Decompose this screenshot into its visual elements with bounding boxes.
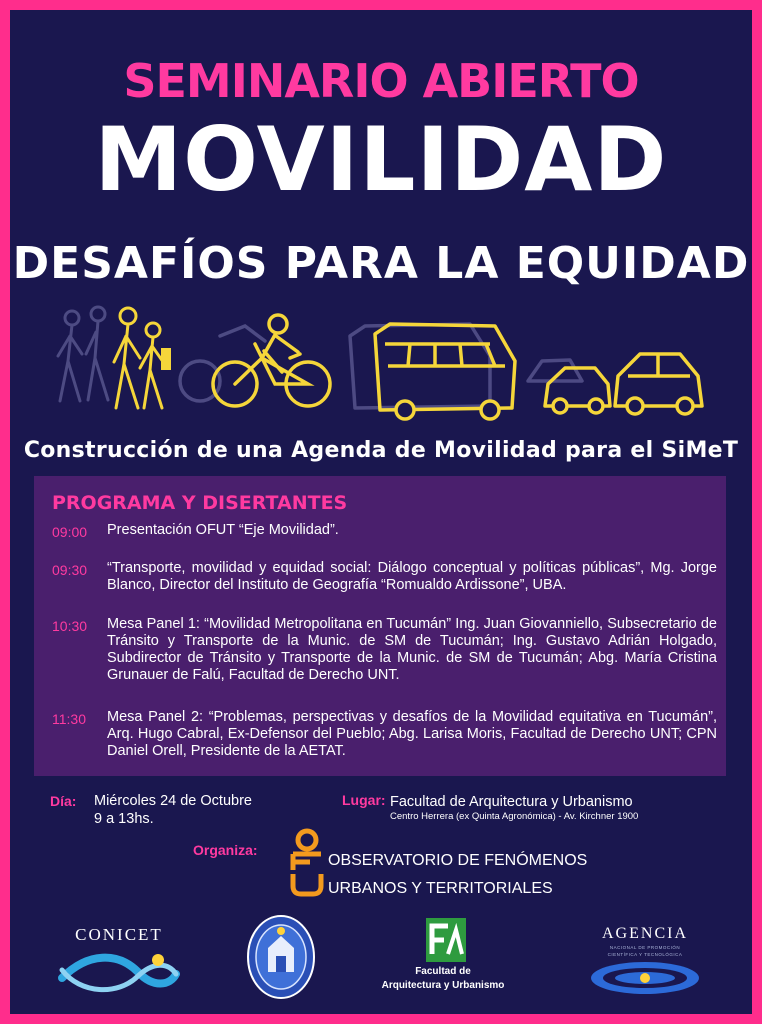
agencia-logo [588, 958, 702, 998]
tagline: DESAFÍOS PARA LA EQUIDAD [12, 238, 750, 289]
program-text: Mesa Panel 2: “Problemas, perspectivas y desafíos de la Movilidad equitativa en Tucumán”, Arq. Hugo Cabral, Ex-Defensor del Pueblo; Abg. Larisa Moris, Facultad de Derecho UNT; CPN Daniel Orell, Presidente de la AETAT. [107, 709, 717, 759]
bus-icon [350, 324, 515, 419]
hora-value: 9 a 13hs. [94, 811, 154, 827]
program-time: 09:30 [52, 562, 88, 578]
program-text: Presentación OFUT “Eje Movilidad”. [107, 522, 339, 538]
program-time: 09:00 [52, 524, 88, 540]
mobility-illustration [50, 296, 720, 426]
agencia-subtitle-line1: NACIONAL DE PROMOCIÓN [609, 945, 681, 950]
lugar-label: Lugar: [342, 792, 386, 808]
pedestrian-icon [58, 307, 171, 408]
ofut-name-line2: URBANOS Y TERRITORIALES [328, 880, 553, 897]
dia-value: Miércoles 24 de Octubre [94, 793, 252, 809]
fau-logo [426, 918, 466, 962]
cyclist-icon [180, 315, 330, 406]
program-time: 10:30 [52, 618, 88, 634]
program-time: 11:30 [52, 711, 86, 727]
program-box [34, 476, 726, 776]
ofut-logo [288, 828, 326, 900]
conicet-logo [58, 950, 180, 996]
fau-caption-line1: Facultad de [415, 966, 471, 977]
poster [10, 10, 752, 1014]
lugar-value: Facultad de Arquitectura y Urbanismo [390, 794, 633, 810]
program-text: “Transporte, movilidad y equidad social: Diálogo conceptual y políticas públicas”, Mg. Jorge Blanco, Director del Instituto de Geografía “Romualdo Ardissone”, UBA. [107, 560, 717, 593]
main-title: MOVILIDAD [94, 108, 668, 211]
lugar-address: Centro Herrera (ex Quinta Agronómica) - Av. Kirchner 1900 [390, 811, 639, 822]
cars-icon [528, 354, 702, 414]
dia-label: Día: [50, 793, 77, 809]
organiza-label: Organiza: [193, 842, 258, 858]
ofut-name-line1: OBSERVATORIO DE FENÓMENOS [328, 852, 588, 869]
unt-seal-logo [246, 914, 316, 1000]
seminar-label: SEMINARIO ABIERTO [123, 54, 639, 108]
program-text: Mesa Panel 1: “Movilidad Metropolitana en Tucumán” Ing. Juan Giovanniello, Subsecretario de Tránsito y Transporte de la Munic. de SM de Tucumán; Ing. Gustavo Adrián Holgado, Subdirector de Tránsito y Transporte de la Munic. de SM de Tucumán; Abg. María Cristina Grunauer de Falú, Facultad de Derecho UNT. [107, 616, 717, 683]
program-title: PROGRAMA Y DISERTANTES [52, 492, 348, 514]
subtitle: Construcción de una Agenda de Movilidad para el SiMeT [23, 438, 739, 463]
fau-caption-line2: Arquitectura y Urbanismo [381, 980, 505, 991]
conicet-wordmark: CONICET [75, 925, 163, 944]
agencia-wordmark: AGENCIA [602, 925, 688, 942]
agencia-subtitle-line2: CIENTÍFICA Y TECNOLÓGICA [607, 952, 683, 957]
